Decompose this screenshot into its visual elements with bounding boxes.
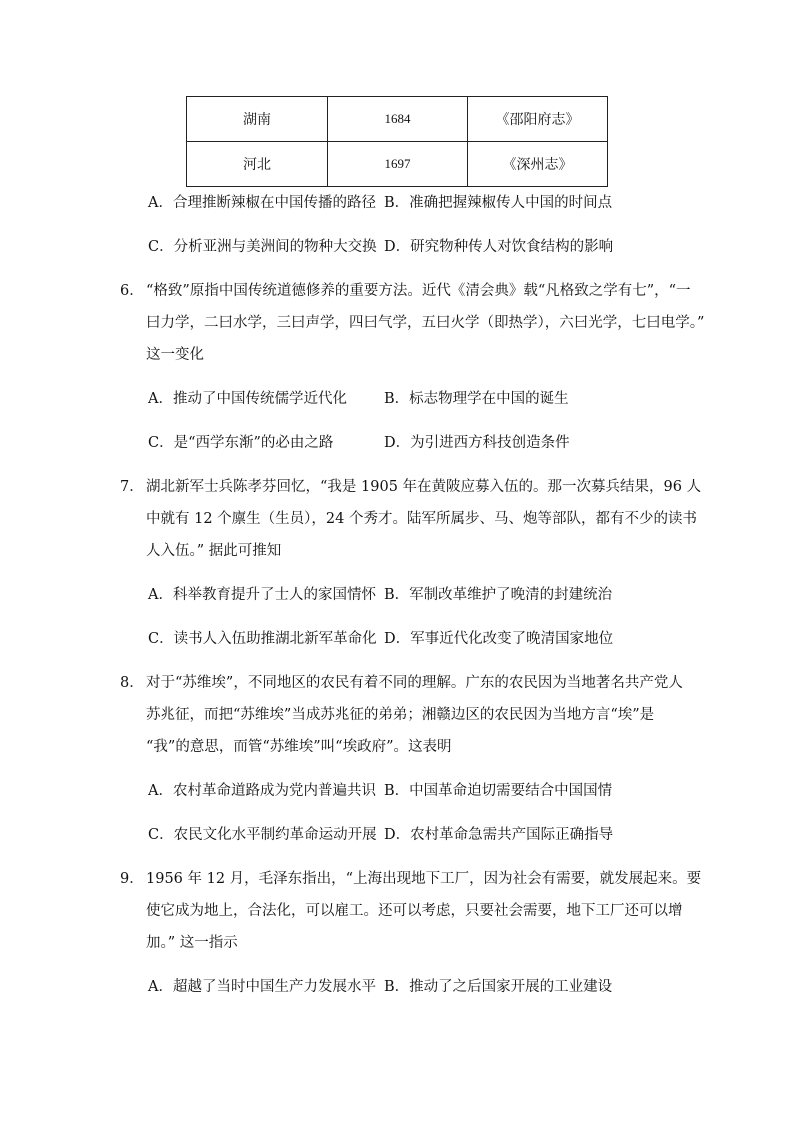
- q6-option-c: C．是“西学东渐”的必由之路: [148, 435, 334, 451]
- q6-stem-line: “格致”原指中国传统道德修养的重要方法。近代《清会典》载“凡格致之学有七”，“一: [146, 283, 691, 299]
- q5-option-c: C．分析亚洲与美洲间的物种大交换: [148, 239, 377, 255]
- q7-option-c: C．读书人入伍助推湖北新军革命化: [148, 631, 377, 647]
- q9-option-b: B．推动了之后国家开展的工业建设: [384, 979, 613, 995]
- q7-option-a: A．科举教育提升了士人的家国情怀: [148, 587, 376, 603]
- q8-stem-line: “我”的意思，而管“苏维埃”叫“埃政府”。这表明: [146, 739, 452, 755]
- q6-option-d: D．为引进西方科技创造条件: [384, 435, 570, 451]
- q7-number: 7．: [120, 479, 144, 495]
- table-row: [187, 97, 608, 142]
- table-cell: 《邵阳府志》: [468, 97, 608, 142]
- q9-stem-line: 1956 年 12 月，毛泽东指出，“上海出现地下工厂，因为社会有需要，就发展起来。要: [146, 871, 702, 887]
- q5-option-d: D．研究物种传人对饮食结构的影响: [384, 239, 614, 255]
- q6-number: 6．: [120, 283, 144, 299]
- q6-stem-line: 曰力学，二曰水学，三曰声学，四曰气学，五曰火学（即热学），六曰光学，七曰电学。”: [146, 315, 705, 331]
- q6-stem-line: 这一变化: [146, 347, 204, 363]
- q9-number: 9．: [120, 871, 144, 887]
- q9-stem-line: 使它成为地上，合法化，可以雇工。还可以考虑，只要社会需要，地下工厂还可以增: [146, 903, 683, 919]
- data-table: [186, 96, 608, 187]
- q5-option-a: A．合理推断辣椒在中国传播的路径: [148, 195, 376, 211]
- table-row: [187, 142, 608, 187]
- q7-stem-line: 人入伍。” 据此可推知: [146, 543, 282, 559]
- q7-option-b: B．军制改革维护了晚清的封建统治: [384, 587, 613, 603]
- table-cell: 河北: [187, 142, 328, 187]
- q8-option-d: D．农村革命急需共产国际正确指导: [384, 827, 614, 843]
- q8-option-b: B．中国革命迫切需要结合中国国情: [384, 783, 613, 799]
- q8-stem-line: 苏兆征，而把“苏维埃”当成苏兆征的弟弟；湘赣边区的农民因为当地方言“埃”是: [146, 707, 655, 723]
- q7-stem-line: 湖北新军士兵陈孝芬回忆，“我是 1905 年在黄陂应募入伍的。那一次募兵结果，96 人: [146, 479, 702, 495]
- q8-number: 8．: [120, 675, 144, 691]
- q6-option-b: B．标志物理学在中国的诞生: [384, 391, 569, 407]
- table-cell: 1697: [328, 142, 468, 187]
- q7-stem-line: 中就有 12 个廪生（生员），24 个秀才。陆军所属步、马、炮等部队，都有不少的读书: [146, 511, 697, 527]
- q9-stem-line: 加。” 这一指示: [146, 935, 238, 951]
- q7-option-d: D．军事近代化改变了晚清国家地位: [384, 631, 614, 647]
- q9-option-a: A．超越了当时中国生产力发展水平: [148, 979, 376, 995]
- table-cell: 湖南: [187, 97, 328, 142]
- q8-option-c: C．农民文化水平制约革命运动开展: [148, 827, 377, 843]
- q8-stem-line: 对于“苏维埃”，不同地区的农民有着不同的理解。广东的农民因为当地著名共产党人: [146, 675, 683, 691]
- table-cell: 《深州志》: [468, 142, 608, 187]
- q8-option-a: A．农村革命道路成为党内普遍共识: [148, 783, 376, 799]
- q5-option-b: B．准确把握辣椒传人中国的时间点: [384, 195, 613, 211]
- table-cell: 1684: [328, 97, 468, 142]
- q6-option-a: A．推动了中国传统儒学近代化: [148, 391, 347, 407]
